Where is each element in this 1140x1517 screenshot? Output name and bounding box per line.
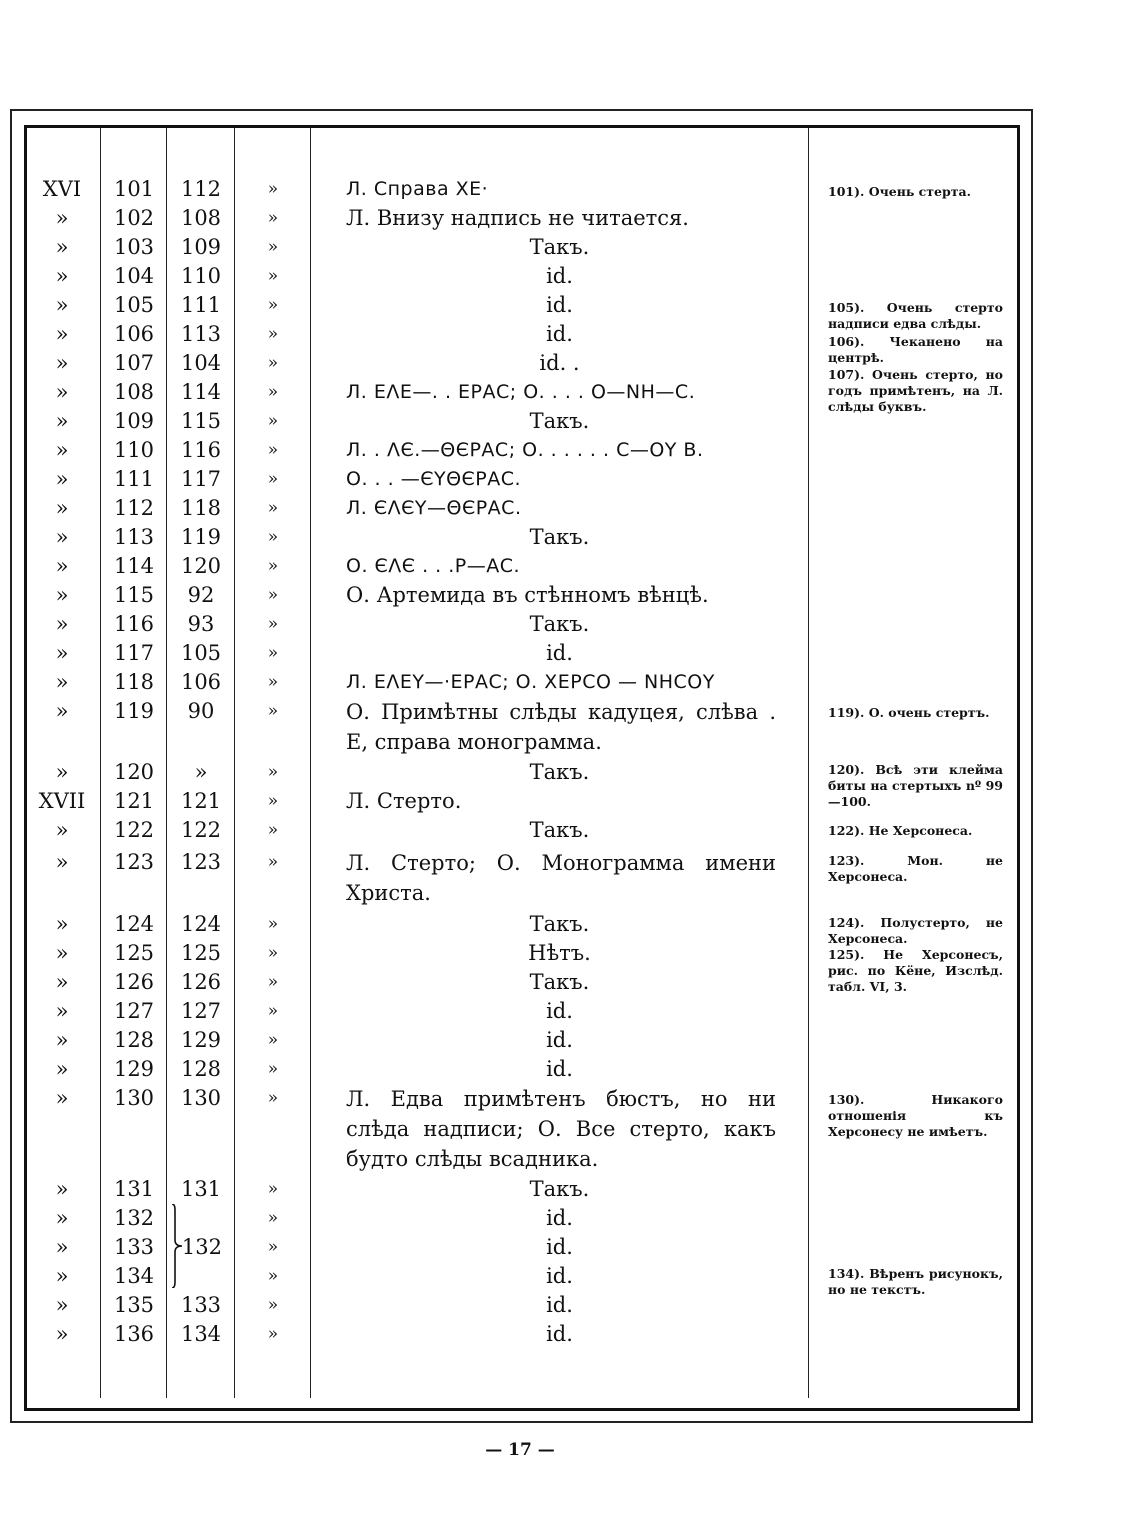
number-cell: 123 xyxy=(113,850,155,874)
group-cell: XVII xyxy=(38,789,86,813)
plate-cell: 117 xyxy=(180,467,222,491)
number-cell: 106 xyxy=(113,322,155,346)
ditto-cell: » xyxy=(267,914,279,934)
description-cell: id. xyxy=(546,999,573,1023)
plate-cell: 129 xyxy=(180,1028,222,1052)
table-row xyxy=(0,465,1140,494)
description-cell: id. xyxy=(546,1322,573,1346)
ditto-cell: » xyxy=(267,1324,279,1344)
number-cell: 133 xyxy=(113,1235,155,1259)
number-cell: 110 xyxy=(113,438,155,462)
group-cell: » xyxy=(55,941,69,965)
number-cell: 104 xyxy=(113,264,155,288)
plate-cell: 113 xyxy=(180,322,222,346)
ditto-cell: » xyxy=(267,1208,279,1228)
table-row xyxy=(0,1055,1140,1084)
ditto-cell: » xyxy=(267,179,279,199)
number-cell: 111 xyxy=(113,467,155,491)
number-cell: 118 xyxy=(113,670,155,694)
number-cell: 113 xyxy=(113,525,155,549)
ditto-cell: » xyxy=(267,701,279,721)
plate-cell: 124 xyxy=(180,912,222,936)
ditto-cell: » xyxy=(267,527,279,547)
table-row xyxy=(0,1175,1140,1204)
note-item: 130). Никакого отношенія къ Херсонесу не имѣетъ. xyxy=(828,1092,1003,1139)
number-cell: 130 xyxy=(113,1086,155,1110)
group-cell: » xyxy=(55,293,69,317)
plate-cell: 93 xyxy=(187,612,215,636)
table-row xyxy=(0,552,1140,581)
group-cell: » xyxy=(55,467,69,491)
ditto-cell: » xyxy=(267,324,279,344)
group-cell: » xyxy=(55,1264,69,1288)
table-row xyxy=(0,639,1140,668)
note-item: 105). Очень стерто надписи едва слѣды. xyxy=(828,300,1003,331)
description-cell: id. xyxy=(546,1206,573,1230)
number-cell: 109 xyxy=(113,409,155,433)
group-cell: » xyxy=(55,850,69,874)
plate-cell: 92 xyxy=(187,583,215,607)
plate-cell: 120 xyxy=(180,554,222,578)
number-cell: 119 xyxy=(113,699,155,723)
description-cell: О. Артемида въ стѣнномъ вѣнцѣ. xyxy=(346,583,709,607)
plate-cell: 106 xyxy=(180,670,222,694)
description-cell: Л. Стерто. xyxy=(346,789,462,813)
description-cell: О. ЄΛЄ . . .Ρ—ΑC. xyxy=(346,555,521,577)
number-cell: 117 xyxy=(113,641,155,665)
number-cell: 114 xyxy=(113,554,155,578)
note-item: 106). Чеканено на центрѣ. xyxy=(828,334,1003,365)
plate-cell: 111 xyxy=(180,293,222,317)
ditto-cell: » xyxy=(267,614,279,634)
plate-cell: 119 xyxy=(180,525,222,549)
plate-cell: 108 xyxy=(180,206,222,230)
table-row xyxy=(0,1026,1140,1055)
description-cell: Л. ЄΛЄΥ—ΘЄΡΑC. xyxy=(346,497,522,519)
number-cell: 112 xyxy=(113,496,155,520)
group-cell: » xyxy=(55,999,69,1023)
group-cell: » xyxy=(55,583,69,607)
plate-cell: 109 xyxy=(180,235,222,259)
note-item: 119). О. очень стертъ. xyxy=(828,705,990,720)
description-cell: id. xyxy=(546,1057,573,1081)
ditto-cell: » xyxy=(267,1030,279,1050)
plate-cell: 105 xyxy=(180,641,222,665)
description-cell: id. xyxy=(546,641,573,665)
plate-cell: 126 xyxy=(180,970,222,994)
group-cell: » xyxy=(55,699,69,723)
plate-cell: » xyxy=(194,760,208,784)
number-cell: 121 xyxy=(113,789,155,813)
group-cell: » xyxy=(55,912,69,936)
ditto-cell: » xyxy=(267,266,279,286)
description-cell: Такъ. xyxy=(529,912,590,936)
ditto-cell: » xyxy=(267,1237,279,1257)
number-cell: 115 xyxy=(113,583,155,607)
group-cell: » xyxy=(55,1028,69,1052)
ditto-cell: » xyxy=(267,1266,279,1286)
ditto-cell: » xyxy=(267,469,279,489)
description-cell: Л. Внизу надпись не читается. xyxy=(346,206,689,230)
ditto-cell: » xyxy=(267,1295,279,1315)
group-cell: » xyxy=(55,670,69,694)
ditto-cell: » xyxy=(267,672,279,692)
description-cell: Такъ. xyxy=(529,970,590,994)
table-row xyxy=(0,997,1140,1026)
group-cell: » xyxy=(55,322,69,346)
ditto-cell: » xyxy=(267,411,279,431)
description-cell: Такъ. xyxy=(529,760,590,784)
number-cell: 105 xyxy=(113,293,155,317)
number-cell: 101 xyxy=(113,177,155,201)
ditto-cell: » xyxy=(267,791,279,811)
brace-group-132 xyxy=(170,1204,186,1288)
table-row xyxy=(0,581,1140,610)
plate-cell: 128 xyxy=(180,1057,222,1081)
group-cell: » xyxy=(55,1322,69,1346)
number-cell: 103 xyxy=(113,235,155,259)
number-cell: 107 xyxy=(113,351,155,375)
note-item: 101). Очень стерта. xyxy=(828,184,971,199)
ditto-cell: » xyxy=(267,556,279,576)
description-cell: Такъ. xyxy=(529,818,590,842)
number-cell: 108 xyxy=(113,380,155,404)
ditto-cell: » xyxy=(267,585,279,605)
ditto-cell: » xyxy=(267,820,279,840)
note-item: 134). Вѣренъ рисунокъ, но не текстъ. xyxy=(828,1266,1003,1297)
plate-cell: 134 xyxy=(180,1322,222,1346)
group-cell: » xyxy=(55,1206,69,1230)
description-cell: О. . . —ЄΥΘЄΡΑC. xyxy=(346,468,522,490)
group-cell: » xyxy=(55,235,69,259)
table-row xyxy=(0,262,1140,291)
ditto-cell: » xyxy=(267,972,279,992)
group-cell: » xyxy=(55,525,69,549)
ditto-cell: » xyxy=(267,498,279,518)
description-cell: Такъ. xyxy=(529,612,590,636)
group-cell: » xyxy=(55,554,69,578)
ditto-cell: » xyxy=(267,1059,279,1079)
number-cell: 129 xyxy=(113,1057,155,1081)
number-cell: 124 xyxy=(113,912,155,936)
group-cell: » xyxy=(55,351,69,375)
description-cell: id. xyxy=(546,1264,573,1288)
plate-cell: 132 xyxy=(181,1235,222,1259)
table-row xyxy=(0,523,1140,552)
group-cell: » xyxy=(55,264,69,288)
number-cell: 125 xyxy=(113,941,155,965)
plate-cell: 127 xyxy=(180,999,222,1023)
number-cell: 102 xyxy=(113,206,155,230)
description-cell: id. xyxy=(546,1293,573,1317)
ditto-cell: » xyxy=(267,1179,279,1199)
group-cell: » xyxy=(55,1177,69,1201)
description-cell: Такъ. xyxy=(529,409,590,433)
group-cell: » xyxy=(55,1293,69,1317)
plate-cell: 116 xyxy=(180,438,222,462)
description-cell: Такъ. xyxy=(529,525,590,549)
ditto-cell: » xyxy=(267,440,279,460)
group-cell: » xyxy=(55,496,69,520)
plate-cell: 131 xyxy=(180,1177,222,1201)
ditto-cell: » xyxy=(267,382,279,402)
table-row xyxy=(0,494,1140,523)
group-cell: » xyxy=(55,760,69,784)
ditto-cell: » xyxy=(267,208,279,228)
description-cell: Л. Справа ΧΕ· xyxy=(346,178,489,200)
group-cell: » xyxy=(55,970,69,994)
group-cell: » xyxy=(55,1235,69,1259)
plate-cell: 125 xyxy=(180,941,222,965)
group-cell: » xyxy=(55,206,69,230)
description-cell: Л. ΕΛΕ—. . ΕΡΑC; О. . . . Ο—ΝΗ—C. xyxy=(346,381,696,403)
description-cell: Такъ. xyxy=(529,1177,590,1201)
group-cell: » xyxy=(55,1086,69,1110)
table-row xyxy=(0,1320,1140,1349)
note-item: 122). Не Херсонеса. xyxy=(828,823,973,838)
plate-cell: 104 xyxy=(180,351,222,375)
ditto-cell: » xyxy=(267,762,279,782)
ditto-cell: » xyxy=(267,943,279,963)
description-cell: Л. . ΛЄ.—ΘЄΡΑC; О. . . . . . C—ΟΥ Β. xyxy=(346,439,704,461)
ditto-cell: » xyxy=(267,1001,279,1021)
table-row xyxy=(0,436,1140,465)
note-item: 120). Всѣ эти клейма биты на стертыхъ nº 99—100. xyxy=(828,762,1003,809)
plate-cell: 122 xyxy=(180,818,222,842)
group-cell: » xyxy=(55,380,69,404)
group-cell: » xyxy=(55,641,69,665)
page-number: — 17 — xyxy=(485,1440,555,1460)
group-cell: » xyxy=(55,438,69,462)
number-cell: 131 xyxy=(113,1177,155,1201)
number-cell: 120 xyxy=(113,760,155,784)
group-cell: » xyxy=(55,818,69,842)
description-cell: id. . xyxy=(539,351,580,375)
table-row xyxy=(0,610,1140,639)
group-cell: » xyxy=(55,612,69,636)
note-item: 123). Мон. не Херсонеса. xyxy=(828,853,1003,884)
description-cell: Л. ΕΛΕΥ—·ΕΡΑC; О. ΧΕΡCΟ — ΝΗCΟΥ xyxy=(346,671,715,693)
group-cell: » xyxy=(55,1057,69,1081)
group-cell: » xyxy=(55,409,69,433)
plate-cell: 115 xyxy=(180,409,222,433)
plate-cell: 118 xyxy=(180,496,222,520)
number-cell: 116 xyxy=(113,612,155,636)
description-cell: Нѣтъ. xyxy=(528,941,591,965)
description-cell: Л. Едва примѣтенъ бюстъ, но ни слѣда надписи; О. Все стерто, какъ будто слѣды всадника. xyxy=(346,1087,776,1171)
description-cell: Такъ. xyxy=(529,235,590,259)
number-cell: 132 xyxy=(113,1206,155,1230)
number-cell: 126 xyxy=(113,970,155,994)
table-row xyxy=(0,233,1140,262)
number-cell: 134 xyxy=(113,1264,155,1288)
number-cell: 136 xyxy=(113,1322,155,1346)
ditto-cell: » xyxy=(267,852,279,872)
note-item: 124). Полустерто, не Херсонеса. xyxy=(828,915,1003,946)
plate-cell: 130 xyxy=(180,1086,222,1110)
note-item: 125). Не Херсонесъ, рис. по Кёне, Изслѣд. табл. VI, 3. xyxy=(828,947,1003,994)
description-cell: О. Примѣтны слѣды кадуцея, слѣва . Ε, справа монограмма. xyxy=(346,700,776,754)
ditto-cell: » xyxy=(267,295,279,315)
plate-cell: 90 xyxy=(187,699,215,723)
group-cell: XVI xyxy=(42,177,82,201)
ditto-cell: » xyxy=(267,353,279,373)
plate-cell: 121 xyxy=(180,789,222,813)
description-cell: id. xyxy=(546,1028,573,1052)
note-item: 107). Очень стерто, но годъ примѣтенъ, на Л. слѣды буквъ. xyxy=(828,367,1003,414)
ditto-cell: » xyxy=(267,1088,279,1108)
number-cell: 127 xyxy=(113,999,155,1023)
plate-cell: 110 xyxy=(180,264,222,288)
plate-cell: 112 xyxy=(180,177,222,201)
ditto-cell: » xyxy=(267,643,279,663)
description-cell: id. xyxy=(546,1235,573,1259)
description-cell: Л. Стерто; О. Монограмма имени Христа. xyxy=(346,851,776,905)
description-cell: id. xyxy=(546,293,573,317)
number-cell: 128 xyxy=(113,1028,155,1052)
description-cell: id. xyxy=(546,264,573,288)
plate-cell: 133 xyxy=(180,1293,222,1317)
number-cell: 122 xyxy=(113,818,155,842)
table-row xyxy=(0,668,1140,697)
ditto-cell: » xyxy=(267,237,279,257)
table-row xyxy=(0,204,1140,233)
plate-cell: 123 xyxy=(180,850,222,874)
number-cell: 135 xyxy=(113,1293,155,1317)
description-cell: id. xyxy=(546,322,573,346)
plate-cell: 114 xyxy=(180,380,222,404)
